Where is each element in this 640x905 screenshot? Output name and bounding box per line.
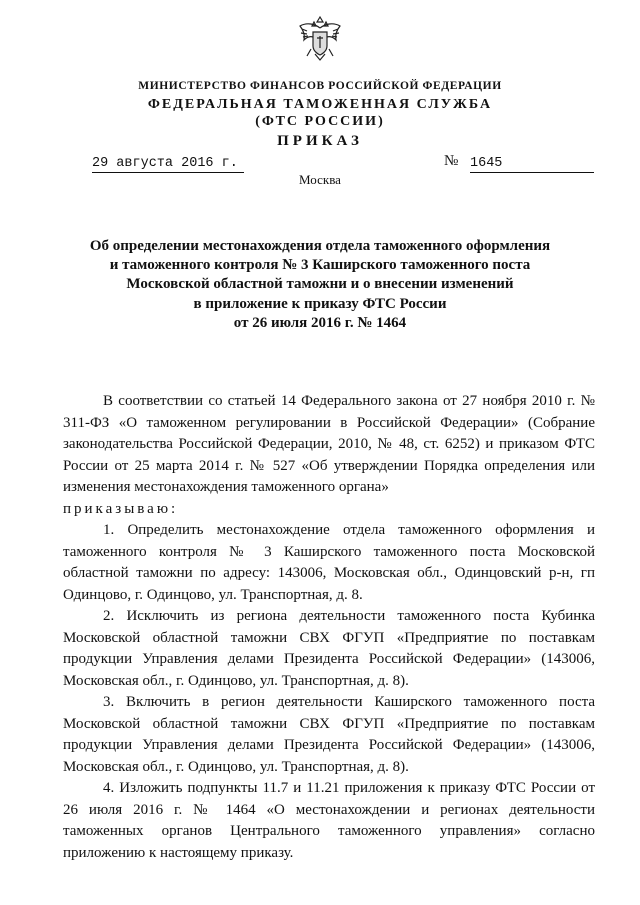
- order-subject: [60, 237, 580, 333]
- order-item: 2. Исключить из региона деятельности таможенного поста Кубинка Московской областной таможни СВХ ФГУП «Предприятие по поставкам продукции Управления делами Президента Российской Федерации» (143006, Московская обл., г. Одинцово, ул. Транспортная, д. 8).: [63, 608, 595, 689]
- city: Москва: [299, 172, 341, 187]
- order-date: 29 августа 2016 г.: [92, 156, 244, 173]
- order-item: 3. Включить в регион деятельности Каширского таможенного поста Московской областной таможни СВХ ФГУП «Предприятие по поставкам продукции Управления делами Президента Российской Федерации» (143006, Московская обл., г. Одинцово, ул. Транспортная, д. 8).: [63, 694, 595, 775]
- subject-line: Московской областной таможни и о внесении изменений: [126, 276, 514, 293]
- order-item: 1. Определить местонахождение отдела таможенного оформления и таможенного контроля № 3 Каширского таможенного поста Московской областной таможни по адресу: 143006, Московская обл., Одинцовский р-н, гп Одинцово, г. Одинцово, ул. Транспортная, д. 8.: [63, 522, 595, 603]
- subject-line: Об определении местонахождения отдела таможенного оформления: [89, 238, 551, 254]
- order-number: 1645: [470, 156, 594, 173]
- order-directive: приказываю:: [63, 500, 179, 517]
- order-item: 4. Изложить подпункты 11.7 и 11.21 приложения к приказу ФТС России от 26 июля 2016 г. № 1464 «О местонахождении и регионах деятельности таможенных органов Центрального таможенного управления» согласно приложению к настоящему приказу.: [63, 780, 595, 861]
- service-full-name: ФЕДЕРАЛЬНАЯ ТАМОЖЕННАЯ СЛУЖБА: [147, 97, 493, 112]
- order-body: [63, 391, 595, 864]
- service-abbreviation: (ФТС РОССИИ): [255, 114, 385, 129]
- order-number-label: №: [444, 153, 459, 169]
- document-type: ПРИКАЗ: [277, 133, 363, 149]
- service-name: [0, 96, 640, 130]
- russian-coat-of-arms-emblem: [297, 14, 343, 64]
- subject-line: в приложение к приказу ФТС России: [193, 295, 447, 312]
- ministry-name: МИНИСТЕРСТВО ФИНАНСОВ РОССИЙСКОЙ ФЕДЕРАЦИИ: [138, 80, 502, 92]
- subject-line: и таможенного контроля № 3 Каширского таможенного поста: [109, 257, 531, 274]
- subject-line: от 26 июля 2016 г. № 1464: [233, 314, 407, 331]
- preamble: В соответствии со статьей 14 Федерального закона от 27 ноября 2010 г. № 311-ФЗ «О таможенном регулировании в Российской Федерации» (Собрание законодательства Российской Федерации, 2010, № 48, ст. 6252) и приказом ФТС России от 25 марта 2014 г. № 527 «Об утверждении Порядка определения или изменения местонахождения таможенного органа»: [63, 393, 595, 495]
